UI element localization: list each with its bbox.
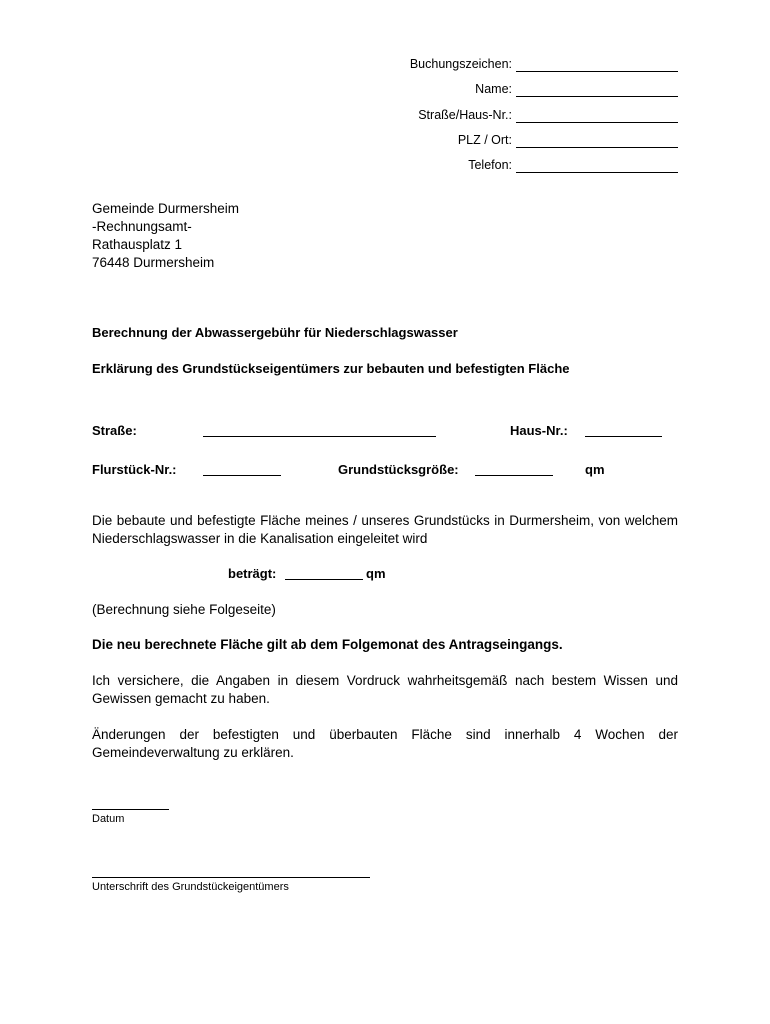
strasse-field[interactable]	[203, 436, 436, 437]
recipient-line-4: 76448 Durmersheim	[92, 255, 215, 270]
paragraph-berechnung-note: (Berechnung siehe Folgeseite)	[92, 602, 276, 617]
datum-label: Datum	[92, 813, 125, 825]
recipient-address	[92, 200, 239, 272]
paragraph-versicherung: Ich versichere, die Angaben in diesem Vordruck wahrheitsgemäß nach bestem Wissen und Gewissen gemacht zu haben.	[92, 673, 678, 706]
buchungszeichen-field[interactable]	[516, 71, 678, 72]
heading-abwassergebuehr: Berechnung der Abwassergebühr für Niederschlagswasser	[92, 325, 458, 340]
strasse-hausnr-field[interactable]	[516, 122, 678, 123]
telefon-field[interactable]	[516, 172, 678, 173]
paragraph-gueltigkeit: Die neu berechnete Fläche gilt ab dem Folgemonat des Antragseingangs.	[92, 637, 563, 652]
grundstuecksgroesse-label: Grundstücksgröße:	[338, 462, 459, 477]
betraegt-label: beträgt:	[228, 566, 277, 581]
recipient-line-2: -Rechnungsamt-	[92, 219, 192, 234]
name-row	[300, 82, 680, 98]
strasse-label: Straße:	[92, 423, 137, 438]
hausnr-label: Haus-Nr.:	[510, 423, 568, 438]
paragraph-flaeche: Die bebaute und befestigte Fläche meines / unseres Grundstücks in Durmersheim, von welchem Niederschlagswasser in die Kanalisation eingeleitet wird	[92, 513, 678, 546]
recipient-line-3: Rathausplatz 1	[92, 237, 183, 252]
datum-field[interactable]	[92, 809, 169, 810]
signature-label: Unterschrift des Grundstückeigentümers	[92, 881, 289, 893]
strasse-hausnr-label: Straße/Haus-Nr.:	[418, 108, 512, 122]
hausnr-field[interactable]	[585, 436, 662, 437]
strasse-hausnr-row	[300, 108, 680, 124]
telefon-row	[300, 158, 680, 174]
flurstueck-label: Flurstück-Nr.:	[92, 462, 177, 477]
plz-ort-label: PLZ / Ort:	[457, 133, 512, 147]
name-field[interactable]	[516, 96, 678, 97]
heading-erklaerung: Erklärung des Grundstückseigentümers zur bebauten und befestigten Fläche	[92, 361, 570, 376]
grundstuecksgroesse-unit: qm	[585, 462, 605, 477]
buchungszeichen-label: Buchungszeichen:	[409, 57, 512, 71]
betraegt-field[interactable]	[285, 579, 363, 580]
signature-field[interactable]	[92, 877, 370, 878]
buchungszeichen-row	[300, 57, 680, 73]
betraegt-unit: qm	[366, 566, 386, 581]
recipient-line-1: Gemeinde Durmersheim	[92, 201, 240, 216]
plz-ort-field[interactable]	[516, 147, 678, 148]
plz-ort-row	[300, 133, 680, 149]
paragraph-aenderungen: Änderungen der befestigten und überbauten Fläche sind innerhalb 4 Wochen der Gemeindeverwaltung zu erklären.	[92, 727, 678, 760]
flurstueck-field[interactable]	[203, 475, 281, 476]
grundstuecksgroesse-field[interactable]	[475, 475, 553, 476]
name-label: Name:	[475, 82, 512, 96]
telefon-label: Telefon:	[468, 158, 512, 172]
